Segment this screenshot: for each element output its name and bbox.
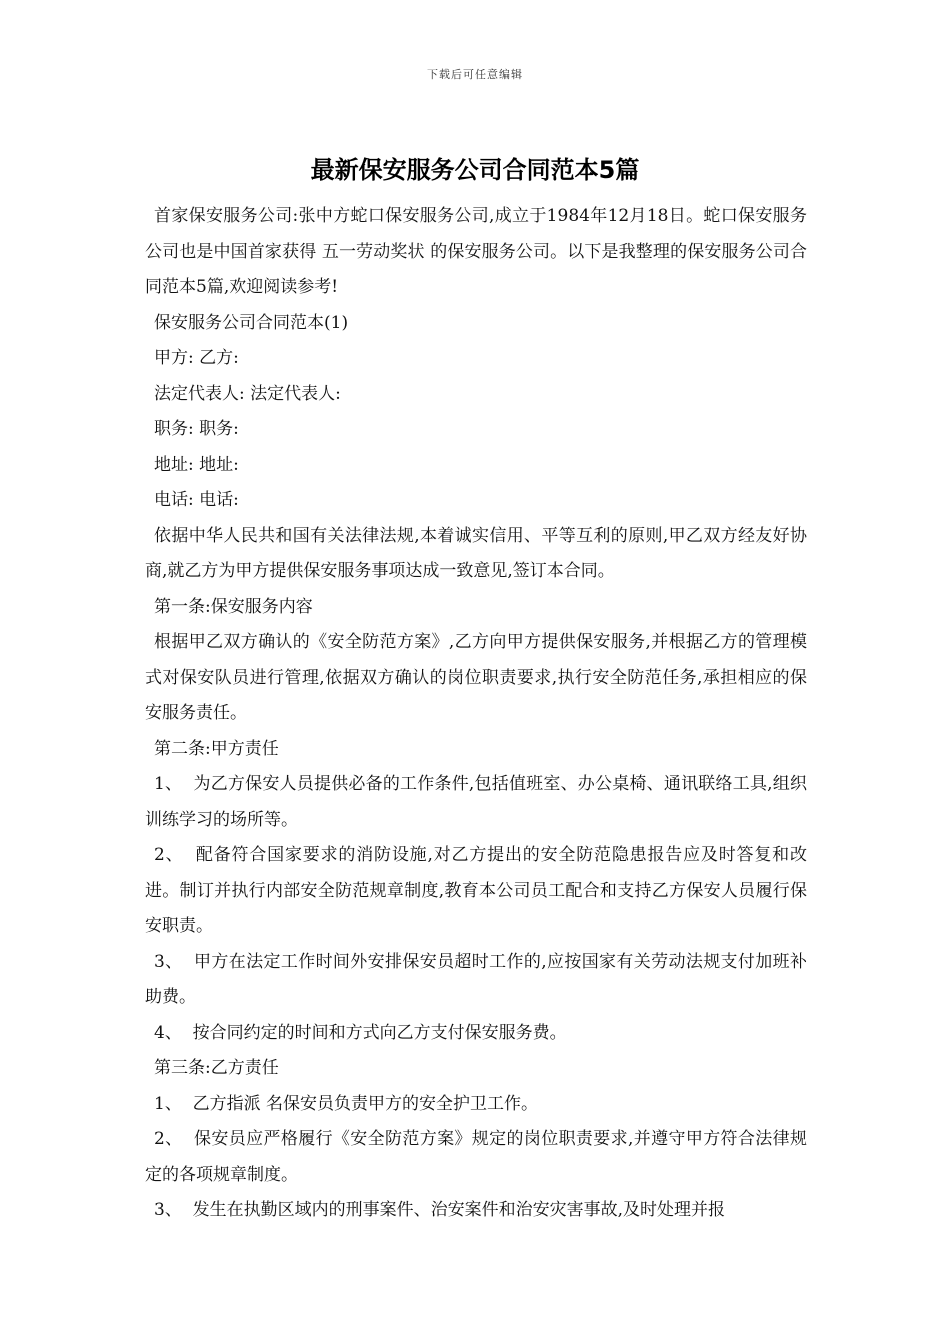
article-2-item-4: 4、 按合同约定的时间和方式向乙方支付保安服务费。 <box>154 1022 567 1043</box>
party-line: 甲方: 乙方: <box>154 348 239 368</box>
position-line: 职务: 职务: <box>154 419 239 439</box>
header-note: 下载后可任意编辑 <box>427 68 523 81</box>
preamble-paragraph: 依据中华人民共和国有关法律法规,本着诚实信用、平等互利的原则,甲乙双方经友好协商,就乙方为甲方提供保安服务事项达成一致意见,签订本合同。 <box>145 525 807 581</box>
phone-line: 电话: 电话: <box>154 490 239 510</box>
article-3-item-1: 1、 乙方指派 名保安员负责甲方的安全护卫工作。 <box>154 1093 539 1114</box>
legal-rep-line: 法定代表人: 法定代表人: <box>154 383 341 404</box>
document-title: 最新保安服务公司合同范本5篇 <box>310 156 640 184</box>
article-3-heading: 第三条:乙方责任 <box>154 1058 279 1078</box>
article-2-heading: 第二条:甲方责任 <box>154 738 279 759</box>
article-2-item-3: 3、 甲方在法定工作时间外安排保安员超时工作的,应按国家有关劳动法规支付加班补助费。 <box>145 951 807 1007</box>
article-1-body: 根据甲乙双方确认的《安全防范方案》,乙方向甲方提供保安服务,并根据乙方的管理模式对保安队员进行管理,依据双方确认的岗位职责要求,执行安全防范任务,承担相应的保安服务责任。 <box>145 632 807 723</box>
article-1-heading: 第一条:保安服务内容 <box>154 596 313 617</box>
address-line: 地址: 地址: <box>154 454 239 475</box>
article-2-item-2: 2、 配备符合国家要求的消防设施,对乙方提出的安全防范隐患报告应及时答复和改进。制订并执行内部安全防范规章制度,教育本公司员工配合和支持乙方保安人员履行保安职责。 <box>145 845 807 936</box>
intro-paragraph: 首家保安服务公司:张中方蛇口保安服务公司,成立于1984年12月18日。蛇口保安服务公司也是中国首家获得 五一劳动奖状 的保安服务公司。以下是我整理的保安服务公司合同范本5篇,欢迎阅读参考! <box>145 206 807 297</box>
article-3-item-2: 2、 保安员应严格履行《安全防范方案》规定的岗位职责要求,并遵守甲方符合法律规定的各项规章制度。 <box>145 1129 807 1185</box>
document-body <box>145 199 807 1229</box>
section-heading-contract-1: 保安服务公司合同范本(1) <box>154 312 349 333</box>
article-2-item-1: 1、 为乙方保安人员提供必备的工作条件,包括值班室、办公桌椅、通讯联络工具,组织训练学习的场所等。 <box>145 774 807 830</box>
article-3-item-3: 3、 发生在执勤区域内的刑事案件、治安案件和治安灾害事故,及时处理并报 <box>154 1200 726 1220</box>
